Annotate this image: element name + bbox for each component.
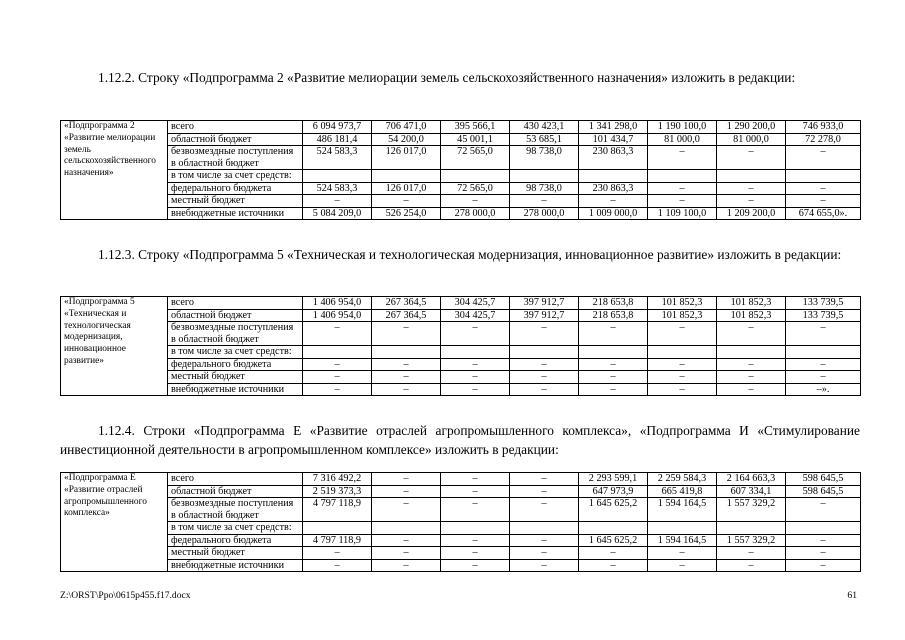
amount-cell: – — [579, 383, 648, 396]
amount-cell: 4 797 118,9 — [303, 534, 372, 547]
amount-cell: 53 685,1 — [510, 133, 579, 146]
amount-cell: 72 565,0 — [441, 146, 510, 170]
amount-cell: – — [648, 146, 717, 170]
amount-cell — [648, 522, 717, 535]
amount-cell: – — [441, 559, 510, 572]
amount-cell: – — [510, 383, 579, 396]
amount-cell: 126 017,0 — [372, 182, 441, 195]
table-subprogram-2 — [60, 120, 861, 220]
amount-cell: – — [648, 182, 717, 195]
amount-cell: 526 254,0 — [372, 207, 441, 220]
table-row — [61, 534, 861, 547]
funding-source-label: федерального бюджета — [168, 182, 303, 195]
amount-cell — [372, 522, 441, 535]
amount-cell — [510, 346, 579, 359]
amount-cell: – — [510, 473, 579, 486]
funding-source-label: местный бюджет — [168, 195, 303, 208]
amount-cell: – — [786, 371, 861, 384]
amount-cell: – — [786, 182, 861, 195]
amount-cell: 6 094 973,7 — [303, 121, 372, 134]
amount-cell: – — [303, 559, 372, 572]
amount-cell: – — [372, 322, 441, 346]
amount-cell: – — [441, 358, 510, 371]
funding-source-label: всего — [168, 121, 303, 134]
funding-source-label: областной бюджет — [168, 133, 303, 146]
amount-cell: 133 739,5 — [786, 309, 861, 322]
amount-cell: – — [786, 498, 861, 522]
amount-cell: 746 933,0 — [786, 121, 861, 134]
amount-cell: 304 425,7 — [441, 297, 510, 310]
amount-cell: – — [786, 534, 861, 547]
amount-cell: 665 419,8 — [648, 485, 717, 498]
amount-cell: 1 209 200,0 — [717, 207, 786, 220]
amount-cell: – — [372, 498, 441, 522]
amount-cell: 267 364,5 — [372, 297, 441, 310]
amount-cell: – — [648, 383, 717, 396]
table-row — [61, 207, 861, 220]
funding-source-label: областной бюджет — [168, 309, 303, 322]
amount-cell: – — [786, 559, 861, 572]
amount-cell — [303, 170, 372, 183]
amount-cell — [786, 346, 861, 359]
amount-cell: 267 364,5 — [372, 309, 441, 322]
amount-cell: – — [717, 322, 786, 346]
amount-cell: 218 653,8 — [579, 309, 648, 322]
amount-cell: – — [648, 559, 717, 572]
amount-cell — [648, 346, 717, 359]
amount-cell: – — [786, 195, 861, 208]
amount-cell: 230 863,3 — [579, 146, 648, 170]
amount-cell: –». — [786, 383, 861, 396]
table-row — [61, 383, 861, 396]
amount-cell: – — [372, 473, 441, 486]
amount-cell: 2 293 599,1 — [579, 473, 648, 486]
amount-cell — [372, 346, 441, 359]
amount-cell: 230 863,3 — [579, 182, 648, 195]
amount-cell: 126 017,0 — [372, 146, 441, 170]
amount-cell: – — [717, 371, 786, 384]
amount-cell: – — [372, 383, 441, 396]
table-row — [61, 485, 861, 498]
funding-source-label: федерального бюджета — [168, 358, 303, 371]
funding-source-label: всего — [168, 297, 303, 310]
table-row — [61, 498, 861, 522]
amount-cell: – — [717, 358, 786, 371]
funding-source-label: в том числе за счет средств: — [168, 170, 303, 183]
amount-cell: 54 200,0 — [372, 133, 441, 146]
amount-cell: – — [717, 146, 786, 170]
amount-cell: – — [579, 322, 648, 346]
amount-cell: – — [441, 534, 510, 547]
table-row — [61, 297, 861, 310]
table-row — [61, 121, 861, 134]
paragraph-1-12-4: 1.12.4. Строки «Подпрограмма Е «Развитие отраслей агропромышленного комплекса», «Подпрограмма И «Стимулирование инвестиционной деятельности в агропромышленном комплексе» изложить в редакции: — [60, 423, 860, 457]
amount-cell: 647 973,9 — [579, 485, 648, 498]
amount-cell: 278 000,0 — [510, 207, 579, 220]
amount-cell: – — [510, 498, 579, 522]
amount-cell: – — [372, 195, 441, 208]
amount-cell — [717, 170, 786, 183]
amount-cell: – — [579, 358, 648, 371]
amount-cell: – — [510, 358, 579, 371]
amount-cell: – — [717, 195, 786, 208]
funding-source-label: всего — [168, 473, 303, 486]
table-row — [61, 371, 861, 384]
subprogram-name-cell: «Подпрограмма 2 «Развитие мелиорации земель сельскохозяйственного назначения» — [61, 121, 168, 220]
table-row — [61, 559, 861, 572]
amount-cell: 5 084 209,0 — [303, 207, 372, 220]
table-row — [61, 547, 861, 560]
amount-cell: – — [648, 358, 717, 371]
amount-cell: – — [510, 534, 579, 547]
amount-cell: 101 434,7 — [579, 133, 648, 146]
amount-cell — [579, 522, 648, 535]
table-row — [61, 346, 861, 359]
amount-cell: – — [648, 322, 717, 346]
funding-source-label: областной бюджет — [168, 485, 303, 498]
amount-cell: – — [372, 358, 441, 371]
amount-cell: 397 912,7 — [510, 309, 579, 322]
amount-cell: 218 653,8 — [579, 297, 648, 310]
amount-cell: 598 645,5 — [786, 485, 861, 498]
amount-cell: 7 316 492,2 — [303, 473, 372, 486]
amount-cell: – — [372, 371, 441, 384]
amount-cell: 1 290 200,0 — [717, 121, 786, 134]
table-row — [61, 473, 861, 486]
amount-cell: 2 519 373,3 — [303, 485, 372, 498]
table-row — [61, 133, 861, 146]
amount-cell: 1 645 625,2 — [579, 534, 648, 547]
amount-cell: – — [717, 547, 786, 560]
paragraph-1-12-2: 1.12.2. Строку «Подпрограмма 2 «Развитие мелиорации земель сельскохозяйственного назначения» изложить в редакции: — [98, 70, 796, 85]
subprogram-name-cell: «Подпрограмма Е «Развитие отраслей агропромышленного комплекса» — [61, 473, 168, 572]
amount-cell — [303, 522, 372, 535]
subprogram-name-cell: «Подпрограмма 5 «Техническая и технологическая модернизация, инновационное развитие» — [61, 297, 168, 396]
amount-cell — [441, 346, 510, 359]
amount-cell — [510, 170, 579, 183]
table-subprogram-e — [60, 472, 861, 572]
amount-cell: 1 341 298,0 — [579, 121, 648, 134]
amount-cell: – — [372, 485, 441, 498]
amount-cell: 674 655,0». — [786, 207, 861, 220]
amount-cell — [372, 170, 441, 183]
amount-cell: 486 181,4 — [303, 133, 372, 146]
amount-cell: – — [303, 547, 372, 560]
amount-cell: 1 594 164,5 — [648, 534, 717, 547]
table-row — [61, 322, 861, 346]
amount-cell: – — [579, 371, 648, 384]
funding-source-label: в том числе за счет средств: — [168, 522, 303, 535]
amount-cell: – — [441, 473, 510, 486]
amount-cell: 395 566,1 — [441, 121, 510, 134]
amount-cell: – — [786, 358, 861, 371]
amount-cell: – — [648, 195, 717, 208]
amount-cell: 607 334,1 — [717, 485, 786, 498]
amount-cell — [441, 522, 510, 535]
amount-cell: – — [441, 322, 510, 346]
table-row — [61, 182, 861, 195]
amount-cell: – — [648, 547, 717, 560]
amount-cell: 1 406 954,0 — [303, 297, 372, 310]
funding-source-label: местный бюджет — [168, 547, 303, 560]
amount-cell — [510, 522, 579, 535]
footer-file-path: Z:\ORST\Ppo\0615p455.f17.docx — [60, 590, 191, 601]
amount-cell: 98 738,0 — [510, 182, 579, 195]
amount-cell — [648, 170, 717, 183]
amount-cell — [579, 170, 648, 183]
amount-cell: – — [303, 383, 372, 396]
footer-page-number: 61 — [847, 590, 857, 601]
amount-cell: 598 645,5 — [786, 473, 861, 486]
amount-cell: 1 645 625,2 — [579, 498, 648, 522]
amount-cell: – — [717, 383, 786, 396]
amount-cell: 278 000,0 — [441, 207, 510, 220]
amount-cell — [717, 522, 786, 535]
amount-cell: – — [717, 182, 786, 195]
amount-cell: 2 259 584,3 — [648, 473, 717, 486]
amount-cell: – — [441, 547, 510, 560]
amount-cell: – — [441, 498, 510, 522]
amount-cell: – — [510, 485, 579, 498]
amount-cell: 1 557 329,2 — [717, 498, 786, 522]
amount-cell: 430 423,1 — [510, 121, 579, 134]
amount-cell: – — [303, 371, 372, 384]
amount-cell: 304 425,7 — [441, 309, 510, 322]
amount-cell: 1 109 100,0 — [648, 207, 717, 220]
amount-cell: 81 000,0 — [648, 133, 717, 146]
table-row — [61, 358, 861, 371]
amount-cell: – — [579, 559, 648, 572]
amount-cell: 101 852,3 — [717, 297, 786, 310]
funding-source-label: внебюджетные источники — [168, 559, 303, 572]
funding-source-label: безвозмездные поступления в областной бюджет — [168, 498, 303, 522]
amount-cell: 1 557 329,2 — [717, 534, 786, 547]
amount-cell: – — [372, 559, 441, 572]
amount-cell — [786, 170, 861, 183]
amount-cell: – — [648, 371, 717, 384]
amount-cell: – — [717, 559, 786, 572]
funding-source-label: в том числе за счет средств: — [168, 346, 303, 359]
amount-cell: 1 406 954,0 — [303, 309, 372, 322]
amount-cell: 1 190 100,0 — [648, 121, 717, 134]
amount-cell: 133 739,5 — [786, 297, 861, 310]
paragraph-1-12-3: 1.12.3. Строку «Подпрограмма 5 «Техническая и технологическая модернизация, инновационное развитие» изложить в редакции: — [98, 247, 842, 262]
amount-cell: – — [510, 547, 579, 560]
amount-cell: – — [786, 146, 861, 170]
amount-cell: – — [303, 358, 372, 371]
amount-cell — [579, 346, 648, 359]
amount-cell: – — [510, 195, 579, 208]
amount-cell — [717, 346, 786, 359]
funding-source-label: местный бюджет — [168, 371, 303, 384]
amount-cell: – — [786, 322, 861, 346]
amount-cell: 1 594 164,5 — [648, 498, 717, 522]
amount-cell — [303, 346, 372, 359]
amount-cell: 101 852,3 — [648, 309, 717, 322]
amount-cell: – — [441, 195, 510, 208]
amount-cell: – — [372, 547, 441, 560]
amount-cell: 2 164 663,3 — [717, 473, 786, 486]
amount-cell: 524 583,3 — [303, 182, 372, 195]
amount-cell: 72 278,0 — [786, 133, 861, 146]
table-row — [61, 170, 861, 183]
table-row — [61, 146, 861, 170]
funding-source-label: безвозмездные поступления в областной бюджет — [168, 322, 303, 346]
funding-source-label: безвозмездные поступления в областной бюджет — [168, 146, 303, 170]
amount-cell: – — [579, 547, 648, 560]
amount-cell: – — [441, 383, 510, 396]
amount-cell: 706 471,0 — [372, 121, 441, 134]
amount-cell: 4 797 118,9 — [303, 498, 372, 522]
amount-cell: 72 565,0 — [441, 182, 510, 195]
amount-cell: – — [303, 322, 372, 346]
amount-cell — [441, 170, 510, 183]
amount-cell: – — [303, 195, 372, 208]
amount-cell: 1 009 000,0 — [579, 207, 648, 220]
amount-cell: 101 852,3 — [717, 309, 786, 322]
amount-cell — [786, 522, 861, 535]
table-subprogram-5 — [60, 296, 861, 396]
funding-source-label: внебюджетные источники — [168, 207, 303, 220]
amount-cell: 524 583,3 — [303, 146, 372, 170]
amount-cell: 98 738,0 — [510, 146, 579, 170]
amount-cell: 81 000,0 — [717, 133, 786, 146]
amount-cell: – — [441, 485, 510, 498]
amount-cell: 101 852,3 — [648, 297, 717, 310]
amount-cell: – — [579, 195, 648, 208]
amount-cell: – — [441, 371, 510, 384]
table-row — [61, 195, 861, 208]
table-row — [61, 522, 861, 535]
amount-cell: 45 001,1 — [441, 133, 510, 146]
amount-cell: – — [786, 547, 861, 560]
amount-cell: – — [510, 371, 579, 384]
amount-cell: – — [510, 559, 579, 572]
amount-cell: 397 912,7 — [510, 297, 579, 310]
amount-cell: – — [510, 322, 579, 346]
table-row — [61, 309, 861, 322]
amount-cell: – — [372, 534, 441, 547]
funding-source-label: федерального бюджета — [168, 534, 303, 547]
funding-source-label: внебюджетные источники — [168, 383, 303, 396]
